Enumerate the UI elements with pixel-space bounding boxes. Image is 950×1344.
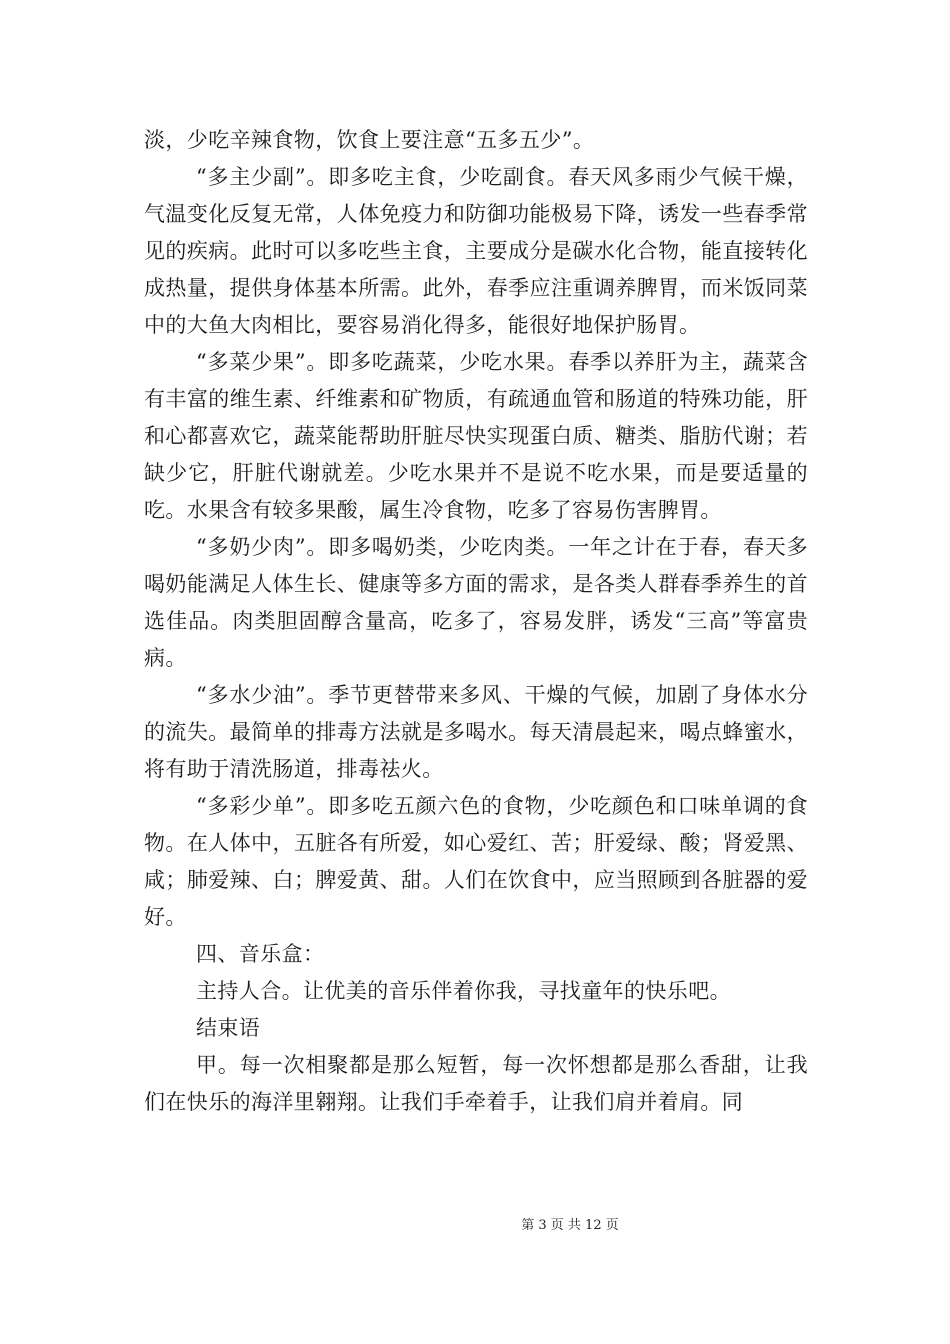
paragraph-milk: “多奶少肉”。即多喝奶类，少吃肉类。一年之计在于春，春天多喝奶能满足人体生长、健康等多方面的需求，是各类人群春季养生的首选佳品。肉类胆固醇含量高，吃多了，容易发胖，诱发“三高”等富贵病。 bbox=[144, 535, 808, 670]
section-heading-music-box: 四、音乐盒： bbox=[196, 942, 325, 966]
page-footer bbox=[0, 1217, 950, 1235]
page-number: 第 3 页 共 12 页 bbox=[521, 1218, 619, 1233]
paragraph-staple-food: “多主少副”。即多吃主食，少吃副食。春天风多雨少气候干燥，气温变化反复无常，人体免疫力和防御功能极易下降，诱发一些春季常见的疾病。此时可以多吃些主食，主要成分是碳水化合物，能直接转化成热量，提供身体基本所需。此外，春季应注重调养脾胃，而米饭同菜中的大鱼大肉相比，要容易消化得多，能很好地保护肠胃。 bbox=[144, 165, 808, 337]
section-heading-closing: 结束语 bbox=[196, 1016, 261, 1040]
document-body bbox=[144, 122, 808, 1121]
paragraph-colors: “多彩少单”。即多吃五颜六色的食物，少吃颜色和口味单调的食物。在人体中，五脏各有所爱，如心爱红、苦；肝爱绿、酸；肾爱黑、咸；肺爱辣、白；脾爱黄、甜。人们在饮食中，应当照顾到各脏器的爱好。 bbox=[144, 794, 808, 929]
paragraph-vegetables: “多菜少果”。即多吃蔬菜，少吃水果。春季以养肝为主，蔬菜含有丰富的维生素、纤维素和矿物质，有疏通血管和肠道的特殊功能，肝和心都喜欢它，蔬菜能帮助肝脏尽快实现蛋白质、糖类、脂肪代谢；若缺少它，肝脏代谢就差。少吃水果并不是说不吃水果，而是要适量的吃。水果含有较多果酸，属生冷食物，吃多了容易伤害脾胃。 bbox=[144, 350, 808, 522]
paragraph-continuation: 淡，少吃辛辣食物，饮食上要注意“五多五少”。 bbox=[144, 128, 595, 152]
paragraph-closing-a: 甲。每一次相聚都是那么短暂，每一次怀想都是那么香甜，让我们在快乐的海洋里翱翔。让我们手牵着手，让我们肩并着肩。同 bbox=[144, 1053, 808, 1114]
paragraph-host-together: 主持人合。让优美的音乐伴着你我，寻找童年的快乐吧。 bbox=[196, 979, 731, 1003]
paragraph-water: “多水少油”。季节更替带来多风、干燥的气候，加剧了身体水分的流失。最简单的排毒方法就是多喝水。每天清晨起来，喝点蜂蜜水，将有助于清洗肠道，排毒祛火。 bbox=[144, 683, 808, 781]
